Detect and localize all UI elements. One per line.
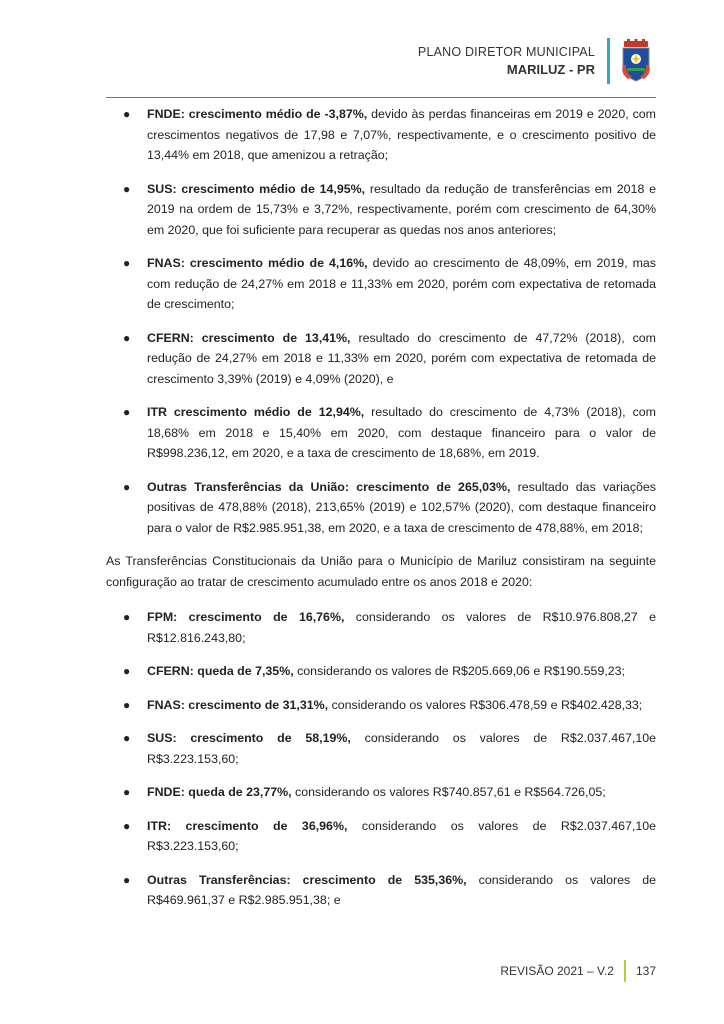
header-divider: [607, 38, 610, 84]
coat-of-arms-icon: [618, 39, 654, 83]
list-item: [106, 328, 656, 390]
bullet-dot-icon: ●: [123, 330, 131, 345]
list-item: [106, 728, 656, 769]
item-heading: FNAS: crescimento médio de 4,16%,: [147, 256, 368, 270]
item-heading: CFERN: crescimento de 13,41%,: [147, 330, 351, 345]
item-text: considerando os valores R$306.478,59 e R$402.428,33;: [328, 697, 643, 712]
item-text: considerando os valores de R$2.037.467,10e R$3.223.153,60;: [147, 818, 657, 853]
footer-divider: [624, 960, 626, 982]
list-item: [106, 607, 656, 648]
item-heading: FPM: crescimento de 16,76%,: [147, 610, 345, 624]
header-subtitle: MARILUZ - PR: [506, 61, 595, 77]
bullet-dot-icon: ●: [123, 731, 131, 745]
item-heading: SUS: crescimento de 58,19%,: [147, 731, 351, 745]
header-title: PLANO DIRETOR MUNICIPAL: [417, 44, 595, 59]
bullet-dot-icon: ●: [123, 479, 131, 494]
header-text: [418, 44, 595, 79]
item-heading: Outras Transferências da União: crescimento de 265,03%,: [147, 479, 511, 494]
page-number: 137: [635, 964, 656, 978]
item-heading: SUS: crescimento médio de 14,95%,: [147, 181, 366, 196]
bullet-dot-icon: ●: [123, 181, 131, 196]
revision-label: REVISÃO 2021 – V.2: [500, 964, 614, 978]
item-text: resultado das variações positivas de 478,88% (2018), 213,65% (2019) e 102,57% (2020), com destaque financeiro para o valor de R$2.985.951,38, em 2020, e a taxa de crescimento de 478,88%, em 2018;: [147, 479, 656, 535]
item-heading: FNDE: queda de 23,77%,: [147, 785, 292, 799]
page-footer: [500, 960, 656, 982]
bullet-dot-icon: ●: [123, 872, 131, 887]
bullet-list-averages: [106, 104, 656, 538]
item-heading: Outras Transferências: crescimento de 535,36%,: [147, 872, 467, 887]
item-heading: ITR: crescimento de 36,96%,: [147, 818, 348, 833]
item-text: resultado da redução de transferências em 2018 e 2019 na ordem de 15,73% e 3,72%, respectivamente, porém com crescimento de 64,30% em 2020, que foi suficiente para recuperar as quedas nos anos anteriores;: [147, 181, 656, 237]
bullet-dot-icon: ●: [123, 256, 131, 270]
header-rule: [106, 97, 656, 98]
list-item: [106, 253, 656, 315]
item-text: considerando os valores de R$10.976.808,27 e R$12.816.243,80;: [147, 610, 656, 645]
bullet-dot-icon: ●: [123, 664, 131, 678]
bullet-dot-icon: ●: [123, 107, 131, 121]
bullet-dot-icon: ●: [123, 785, 131, 799]
list-item: [106, 816, 656, 857]
item-text: devido às perdas financeiras em 2019 e 2020, com crescimentos negativos de 17,98 e 7,07%, respectivamente, e o crescimento positivo de 13,44% em 2018, que amenizou a retração;: [147, 107, 656, 162]
body-paragraph: As Transferências Constitucionais da União para o Município de Mariluz consistiram na seguinte configuração ao tratar de crescimento acumulado entre os anos 2018 e 2020:: [106, 554, 656, 589]
item-text: considerando os valores R$740.857,61 e R$564.726,05;: [291, 785, 606, 799]
list-item: [106, 402, 656, 464]
item-heading: FNDE: crescimento médio de -3,87%,: [147, 107, 368, 121]
list-item: [106, 695, 656, 716]
item-heading: FNAS: crescimento de 31,31%,: [147, 697, 329, 712]
list-item: [106, 870, 656, 911]
item-heading: CFERN: queda de 7,35%,: [147, 664, 294, 678]
list-item: [106, 661, 656, 682]
bullet-dot-icon: ●: [123, 405, 131, 419]
item-text: resultado do crescimento de 4,73% (2018), com 18,68% em 2018 e 15,40% em 2020, com destaque financeiro para o valor de R$998.236,12, em 2020, e a taxa de crescimento de 18,68%, em 2019.: [147, 405, 656, 460]
list-item: [106, 477, 656, 539]
item-text: considerando os valores de R$2.037.467,10e R$3.223.153,60;: [147, 731, 657, 766]
item-text: considerando os valores de R$469.961,37 e R$2.985.951,38; e: [147, 872, 657, 907]
bullet-dot-icon: ●: [123, 818, 131, 833]
document-body: [106, 104, 656, 924]
item-text: considerando os valores de R$205.669,06 e R$190.559,23;: [293, 664, 626, 678]
bullet-dot-icon: ●: [123, 697, 131, 712]
page-header: [418, 38, 654, 84]
item-heading: ITR crescimento médio de 12,94%,: [147, 405, 365, 419]
bullet-dot-icon: ●: [123, 610, 131, 624]
item-text: resultado do crescimento de 47,72% (2018), com redução de 24,27% em 2018 e 11,33% em 2020, porém com expectativa de retomada de crescimento 3,39% (2019) e 4,09% (2020), e: [147, 330, 657, 386]
item-text: devido ao crescimento de 48,09%, em 2019, mas com redução de 24,27% em 2018 e 11,33% em 2020, porém com expectativa de retomada de crescimento;: [147, 256, 656, 311]
list-item: [106, 104, 656, 166]
list-item: [106, 782, 656, 803]
bullet-list-accumulated: [106, 607, 656, 911]
list-item: [106, 179, 656, 241]
